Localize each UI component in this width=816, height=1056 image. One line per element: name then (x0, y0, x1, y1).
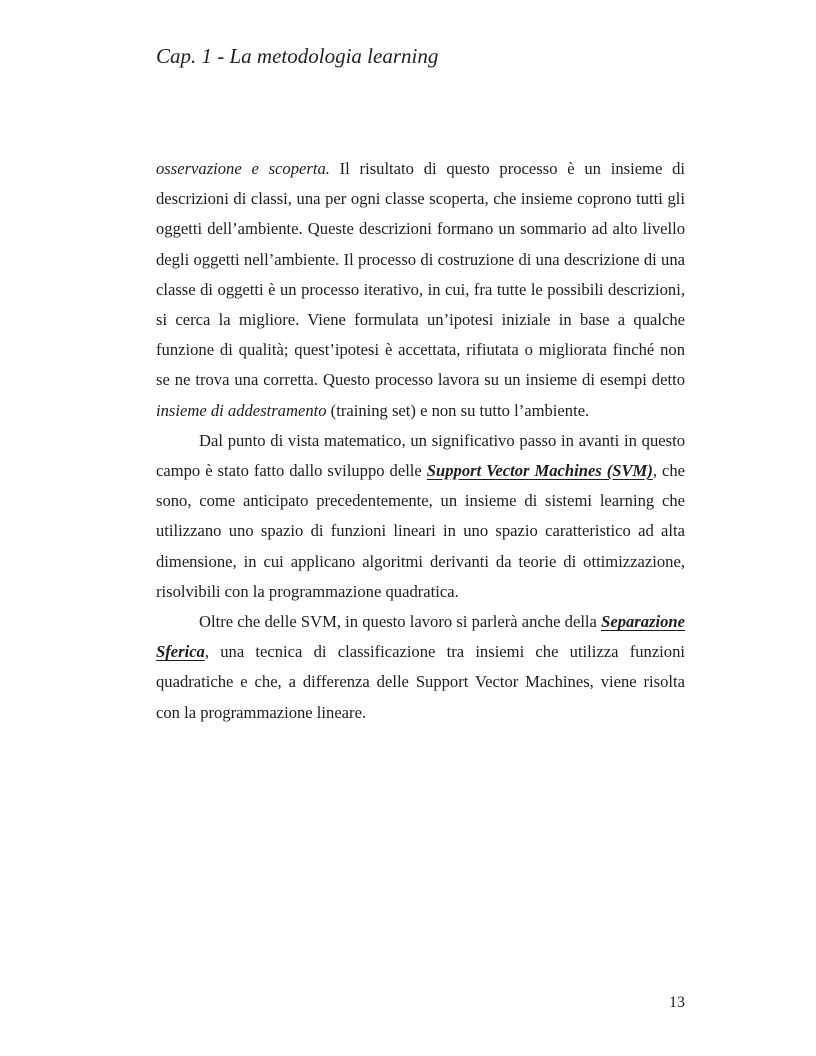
term-insieme-di-addestramento: insieme di addestramento (156, 400, 327, 420)
text-run: Oltre che delle SVM, in questo lavoro si parlerà anche della (199, 612, 602, 632)
text-run: (training set) e non su tutto l’ambiente. (326, 400, 590, 420)
term-separazione-sferica: Separazione Sferica (156, 612, 685, 662)
text-run: , una tecnica di classificazione tra insiemi che utilizza funzioni quadratiche e che, a differenza delle Support Vector Machines, viene risolta con la programmazione lineare. (156, 642, 685, 722)
paragraph-1 (156, 154, 685, 426)
page-header-chapter-title: Cap. 1 - La metodologia learning (156, 44, 439, 68)
text-run: Il risultato di questo processo è un insieme di descrizioni di classi, una per ogni classe scoperta, che insieme coprono tutti gli oggetti dell’ambiente. Queste descrizioni formano un sommario ad alto livello degli oggetti nell’ambiente. Il processo di costruzione di una descrizione di una classe di oggetti è un processo iterativo, in cui, fra tutte le possibili descrizioni, si cerca la migliore. Viene formulata un’ipotesi iniziale in base a qualche funzione di qualità; quest’ipotesi è accettata, rifiutata o migliorata finché non se ne trova una corretta. Questo processo lavora su un insieme di esempi detto (156, 159, 685, 390)
term-osservazione-e-scoperta: osservazione e scoperta. (156, 159, 330, 178)
term-support-vector-machines: Support Vector Machines (SVM) (426, 461, 653, 481)
text-run: , che sono, come anticipato precedentemente, un insieme di sistemi learning che utilizzano uno spazio di funzioni lineari in uno spazio caratteristico ad alta dimensione, in cui applicano algoritmi derivanti da teorie di ottimizzazione, risolvibili con la programmazione quadratica. (156, 461, 685, 601)
body-text (156, 154, 685, 728)
paragraph-3 (156, 607, 685, 728)
page-number: 13 (669, 994, 685, 1011)
paragraph-2 (156, 426, 685, 607)
text-run: Dal punto di vista matematico, un significativo passo in avanti in questo campo è stato fatto dallo sviluppo delle (156, 430, 685, 481)
